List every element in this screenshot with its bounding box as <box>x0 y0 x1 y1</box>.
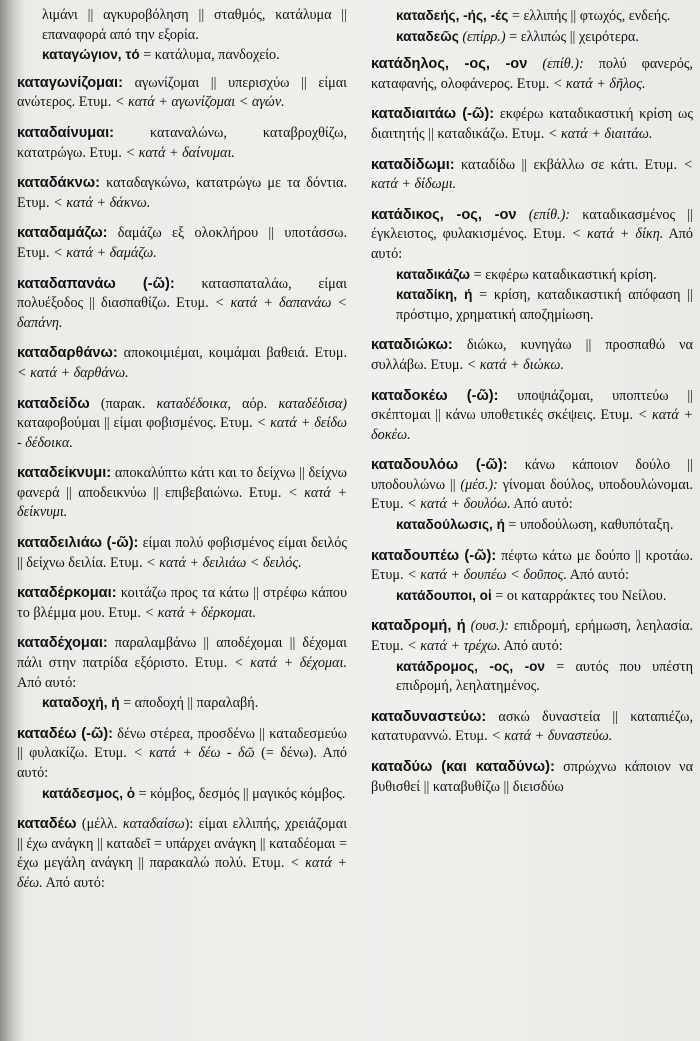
sub-headword: καταδίκη, ή <box>396 287 473 303</box>
etymology: < κατά + δαπανάω < δαπάνη. <box>17 295 347 331</box>
etymology: < κατά + δίκη. <box>571 226 664 243</box>
headword: καταδέω <box>17 816 77 833</box>
sub-entry: καταδεής, -ής, -ές = ελλιπής || φτωχός, ενδεής. <box>396 8 671 24</box>
entry-katadiaitao: καταδιαιτάω (-ῶ): εκφέρω καταδικαστική κρίση ως διαιτητής || καταδικάζω. Ετυμ. < κατά + διαιτάω. <box>371 106 693 142</box>
headword: καταδειλιάω (-ῶ): <box>17 535 139 552</box>
headword: καταδαμάζω: <box>17 225 108 242</box>
etymology: < κατά + δίδωμι. <box>371 156 693 193</box>
entry-katadeiknymi: καταδείκνυμι: αποκαλύπτω κάτι και το δείχνω || δείχνω φανερά || αποδεικνύω || επιβεβαιώνω. Ετυμ. < κατά + δείκνυμι. <box>17 465 347 521</box>
entry-katadioko: καταδιώκω: διώκω, κυνηγάω || προσπαθώ να συλλάβω. Ετυμ. < κατά + διώκω. <box>371 337 693 373</box>
headword: καταδαρθάνω: <box>17 345 118 362</box>
etymology: < κατά + δαμάζω. <box>53 244 157 261</box>
etymology: < κατά + δέχομαι. <box>233 655 347 672</box>
etymology: < κατά + δέω - δῶ <box>133 745 255 762</box>
headword: καταδιαιτάω (-ῶ): <box>371 106 495 123</box>
entry-katadoupeo: καταδουπέω (-ῶ): πέφτω κάτω με δούπο || κροτάω. Ετυμ. < κατά + δουπέω < δοῦπος. Από αυτό: κατάδουποι, οἱ = οι καταρράκτες του Νείλου. <box>371 547 693 607</box>
etymology: < κατά + διώκω. <box>466 356 564 373</box>
entry-katadechomai: καταδέχομαι: παραλαμβάνω || αποδέχομαι || δέχομαι πάλι στην πατρίδα εξόριστο. Ετυμ. < κατά + δέχομαι. Από αυτό: καταδοχή, ή = αποδοχή || παραλαβή. <box>17 634 347 713</box>
etymology: < κατά + δαρθάνω. <box>17 364 129 381</box>
sub-headword: καταδεής, -ής, -ές <box>396 8 509 23</box>
headword: καταδέρκομαι: <box>17 585 117 602</box>
entry-katadeido: καταδείδω (παρακ. καταδέδοικα, αόρ. καταδέδισα) καταφοβούμαι || είμαι φοβισμένος. Ετυμ. < κατά + δείδω - δέδοικα. <box>17 395 347 451</box>
headword: καταδουπέω (-ῶ): <box>371 547 497 564</box>
entry-katadikos: κατάδικος, -ος, -ον (επίθ.): καταδικασμένος || έγκλειστος, φυλακισμένος. Ετυμ. < κατά + δίκη. Από αυτό: καταδικάζω = εκφέρω καταδικαστική κρίση. καταδίκη, ή = κρίση, καταδικαστική απόφαση || πρόστιμο, χρηματική αποζημίωση. <box>371 206 693 326</box>
entry-katadakno: καταδάκνω: καταδαγκώνω, κατατρώγω με τα δόντια. Ετυμ. < κατά + δάκνω. <box>17 175 347 211</box>
entry-kataderkomai: καταδέρκομαι: κοιτάζω προς τα κάτω || στρέφω κάπου το βλέμμα μου. Ετυμ. < κατά + δέρκομαι. <box>17 585 347 621</box>
sub-headword: κατάδουποι, οἱ <box>396 587 492 603</box>
entry-body: λιμάνι || αγκυροβόληση || σταθμός, κατάλυμα || επαναφορά από την εξορία. <box>42 7 347 43</box>
headword: καταδιώκω: <box>371 337 453 354</box>
entry-katadouloo: καταδουλόω (-ῶ): κάνω κάποιον δούλο || υποδουλώνω || (μέσ.): γίνομαι δούλος, υποδουλώνομαι. Ετυμ. < κατά + δουλόω. Από αυτό: καταδούλωσις, ή = υποδούλωση, καθυπόταξη. <box>371 456 693 535</box>
sub-headword: κατάδεσμος, ὁ <box>42 785 136 801</box>
left-column <box>17 6 347 905</box>
etymology: < κατά + δέρκομαι. <box>144 604 257 621</box>
sub-entry: καταδούλωσις, ή = υποδούλωση, καθυπόταξη. <box>396 517 674 534</box>
entry-katadarthano: καταδαρθάνω: αποκοιμιέμαι, κοιμάμαι βαθειά. Ετυμ. < κατά + δαρθάνω. <box>17 345 347 381</box>
sub-entry: καταγώγιον, τό = κατάλυμα, πανδοχείο. <box>42 47 280 64</box>
headword: καταδίδωμι: <box>371 156 455 173</box>
right-column <box>371 6 693 808</box>
entry-katagonizomai: καταγωνίζομαι: αγωνίζομαι || υπερισχύω || είμαι ανώτερος. Ετυμ. < κατά + αγωνίζομαι < αγών. <box>17 74 347 111</box>
headword: καταδείκνυμι: <box>17 465 112 482</box>
entry-katadamazo: καταδαμάζω: δαμάζω εξ ολοκλήρου || υποτάσσω. Ετυμ. < κατά + δαμάζω. <box>17 225 347 261</box>
headword: κατάδικος, -ος, -ον <box>371 206 517 223</box>
entry-katadapanao: καταδαπανάω (-ῶ): κατασπαταλάω, είμαι πολυέξοδος || διασπαθίζω. Ετυμ. < κατά + δαπανάω < δαπάνη. <box>17 275 347 331</box>
headword: καταδαπανάω (-ῶ): <box>17 275 175 292</box>
sub-headword: καταδοχή, ή <box>42 695 120 711</box>
etymology: < κατά + τρέχω. <box>407 638 501 655</box>
entry-katadidomi: καταδίδωμι: καταδίδω || εκβάλλω σε κάτι. Ετυμ. < κατά + δίδωμι. <box>371 156 693 193</box>
headword: καταδρομή, ή <box>371 618 466 635</box>
sub-entry: καταδοχή, ή = αποδοχή || παραλαβή. <box>42 695 259 712</box>
sub-entry: καταδίκη, ή = κρίση, καταδικαστική απόφαση || πρόστιμο, χρηματική αποζημίωση. <box>396 287 693 323</box>
entry-continuation <box>17 6 347 66</box>
headword: κατάδηλος, -ος, -ον <box>371 56 528 73</box>
etymology: < κατά + δαίνυμαι. <box>125 144 235 161</box>
sub-headword: κατάδρομος, -ος, -ον <box>396 658 545 674</box>
etymology: < κατά + δέω. <box>17 855 347 891</box>
entry-katadyo: καταδύω (και καταδύνω): σπρώχνω κάποιον να βυθισθεί || καταβυθίζω || διεισδύω <box>371 759 694 795</box>
headword: καταγωνίζομαι: <box>17 74 123 91</box>
etymology: < κατά + αγωνίζομαι < αγών. <box>114 94 285 111</box>
etymology: < κατά + δείκνυμι. <box>17 484 347 521</box>
sub-headword: καταδεῶς <box>396 28 459 44</box>
entry-continuation-right <box>371 6 693 47</box>
sub-headword: καταδούλωσις, ή <box>396 517 505 533</box>
sub-entry: καταδικάζω = εκφέρω καταδικαστική κρίση. <box>396 266 657 283</box>
sub-entry: κατάδρομος, -ος, -ον = αυτός που υπέστη επιδρομή, λεηλατημένος. <box>396 658 693 695</box>
headword: καταδέχομαι: <box>17 635 108 652</box>
entry-katadeiliao: καταδειλιάω (-ῶ): είμαι πολύ φοβισμένος είμαι δειλός || δείχνω δειλία. Ετυμ. < κατά + δειλιάω < δειλός. <box>17 535 347 571</box>
headword: καταδουλόω (-ῶ): <box>371 457 508 474</box>
headword: καταδαίνυμαι: <box>17 124 115 141</box>
etymology: < κατά + διαιτάω. <box>547 125 653 142</box>
etymology: < κατά + δειλιάω < δειλός. <box>146 554 302 571</box>
sub-headword: καταγώγιον, τό <box>42 47 140 63</box>
etymology: < κατά + δῆλος. <box>552 75 646 92</box>
entry-katadeo-2: καταδέω (μέλλ. καταδαίσω): είμαι ελλιπής, χρειάζομαι || έχω ανάγκη || καταδεῖ = υπάρχει ανάγκη || καταδέομαι = έχω μεγάλη ανάγκη || παρακαλώ πολύ. Ετυμ. < κατά + δέω. Από αυτό: <box>17 816 348 891</box>
headword: καταδέω (-ῶ): <box>17 725 114 742</box>
headword: καταδάκνω: <box>17 175 100 192</box>
entry-katadeo-1: καταδέω (-ῶ): δένω στέρεα, προσδένω || καταδεσμεύω || φυλακίζω. Ετυμ. < κατά + δέω - δῶ (= δένω). Από αυτό: κατάδεσμος, ὁ = κόμβος, δεσμός || μαγικός κόμβος. <box>17 725 347 804</box>
etymology: < κατά + δείδω - δέδοικα. <box>17 415 347 451</box>
sub-entry: κατάδουποι, οἱ = οι καταρράκτες του Νείλου. <box>396 587 667 604</box>
sub-entry: καταδεῶς (επίρρ.) = ελλιπώς || χειρότερα. <box>396 28 639 45</box>
headword: καταδύω (και καταδύνω): <box>371 759 555 775</box>
etymology: < κατά + δυναστεύω. <box>491 728 613 745</box>
entry-katadromi: καταδρομή, ή (ουσ.): επιδρομή, ερήμωση, λεηλασία. Ετυμ. < κατά + τρέχω. Από αυτό: κατάδρομος, -ος, -ον = αυτός που υπέστη επιδρομή, λεηλατημένος. <box>371 617 693 696</box>
headword: καταδείδω <box>17 395 90 412</box>
etymology: < κατά + δουλόω. <box>407 496 511 513</box>
entry-katadainymai: καταδαίνυμαι: καταναλώνω, καταβροχθίζω, κατατρώγω. Ετυμ. < κατά + δαίνυμαι. <box>17 124 347 161</box>
etymology: < κατά + δάκνω. <box>53 194 151 211</box>
entry-katadilos: κατάδηλος, -ος, -ον (επίθ.): πολύ φανερός, καταφανής, ολοφάνερος. Ετυμ. < κατά + δῆλος. <box>371 56 693 92</box>
entry-katadynasteuo: καταδυναστεύω: ασκώ δυναστεία || καταπιέζω, κατατυραννώ. Ετυμ. < κατά + δυναστεύω. <box>371 708 693 745</box>
entry-katadokeo: καταδοκέω (-ῶ): υποψιάζομαι, υποπτεύω || σκέπτομαι || κάνω υποθετικές σκέψεις. Ετυμ. < κατά + δοκέω. <box>371 387 694 443</box>
sub-headword: καταδικάζω <box>396 266 471 282</box>
sub-entry: κατάδεσμος, ὁ = κόμβος, δεσμός || μαγικός κόμβος. <box>42 785 346 802</box>
etymology: < κατά + δοκέω. <box>371 407 693 443</box>
headword: καταδυναστεύω: <box>371 708 487 725</box>
headword: καταδοκέω (-ῶ): <box>371 387 499 404</box>
etymology: < κατά + δουπέω < δοῦπος. <box>407 567 567 584</box>
